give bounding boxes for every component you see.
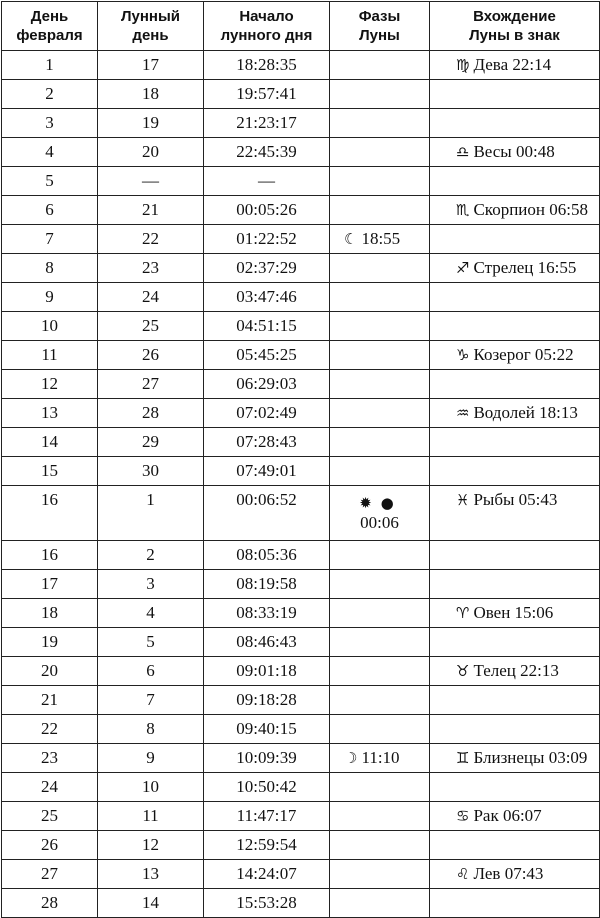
lunar-calendar-table <box>1 1 600 918</box>
start-time-cell: 14:24:07 <box>204 860 330 889</box>
day-cell: 16 <box>2 541 98 570</box>
table-row <box>2 370 600 399</box>
zodiac-sign-icon: ♏ <box>456 201 470 219</box>
lunar-day-cell: 3 <box>98 570 204 599</box>
moon-sign-cell <box>430 628 600 657</box>
moon-phase-cell <box>330 860 430 889</box>
moon-sign-cell <box>430 715 600 744</box>
table-row <box>2 341 600 370</box>
moon-phase-cell <box>330 715 430 744</box>
lunar-day-cell: 30 <box>98 457 204 486</box>
zodiac-sign-icon: ♑ <box>456 346 470 364</box>
table-row <box>2 312 600 341</box>
moon-sign-cell <box>430 541 600 570</box>
start-time-cell: 05:45:25 <box>204 341 330 370</box>
moon-sign-cell <box>430 399 600 428</box>
moon-sign-cell <box>430 109 600 138</box>
moon-sign-cell <box>430 802 600 831</box>
day-cell: 7 <box>2 225 98 254</box>
lunar-day-cell: 17 <box>98 51 204 80</box>
zodiac-sign-label: Козерог 05:22 <box>473 345 574 364</box>
lunar-day-cell: 8 <box>98 715 204 744</box>
start-time-cell: 08:33:19 <box>204 599 330 628</box>
table-row <box>2 802 600 831</box>
day-cell: 28 <box>2 889 98 918</box>
moon-sign-cell <box>430 428 600 457</box>
moon-phase-cell <box>330 167 430 196</box>
moon-sign-cell <box>430 486 600 541</box>
moon-phase-cell <box>330 802 430 831</box>
moon-sign-cell <box>430 831 600 860</box>
day-cell: 3 <box>2 109 98 138</box>
zodiac-sign-label: Рыбы 05:43 <box>473 490 558 509</box>
zodiac-sign-label: Рак 06:07 <box>473 806 542 825</box>
table-row <box>2 457 600 486</box>
lunar-day-cell: 4 <box>98 599 204 628</box>
moon-sign-cell <box>430 599 600 628</box>
table-row <box>2 428 600 457</box>
start-time-cell: 00:06:52 <box>204 486 330 541</box>
zodiac-sign-icon: ♍ <box>456 56 470 74</box>
lunar-day-cell: 1 <box>98 486 204 541</box>
moon-phase-cell <box>330 109 430 138</box>
day-cell: 20 <box>2 657 98 686</box>
day-cell: 21 <box>2 686 98 715</box>
lunar-day-cell: 28 <box>98 399 204 428</box>
start-time-cell: 18:28:35 <box>204 51 330 80</box>
table-row <box>2 399 600 428</box>
start-time-cell: 12:59:54 <box>204 831 330 860</box>
moon-phase-cell <box>330 773 430 802</box>
moon-phase-cell <box>330 599 430 628</box>
day-cell: 12 <box>2 370 98 399</box>
lunar-day-cell: 19 <box>98 109 204 138</box>
moon-phase-cell <box>330 889 430 918</box>
zodiac-sign-label: Овен 15:06 <box>473 603 554 622</box>
moon-sign-cell <box>430 80 600 109</box>
table-row <box>2 628 600 657</box>
table-body <box>2 51 600 918</box>
zodiac-sign-label: Лев 07:43 <box>473 864 544 883</box>
start-time-cell: 00:05:26 <box>204 196 330 225</box>
header-moon-phase: Фазы Луны <box>330 2 430 51</box>
start-time-cell: 10:50:42 <box>204 773 330 802</box>
moon-sign-cell <box>430 773 600 802</box>
table-row <box>2 541 600 570</box>
zodiac-sign-icon: ♐ <box>456 259 470 277</box>
zodiac-sign-label: Водолей 18:13 <box>473 403 578 422</box>
moon-phase-cell <box>330 744 430 773</box>
day-cell: 2 <box>2 80 98 109</box>
moon-phase-cell <box>330 51 430 80</box>
lunar-day-cell: 6 <box>98 657 204 686</box>
day-cell: 9 <box>2 283 98 312</box>
moon-sign-cell <box>430 889 600 918</box>
start-time-cell: 08:46:43 <box>204 628 330 657</box>
table-row <box>2 196 600 225</box>
table-row <box>2 686 600 715</box>
moon-sign-cell <box>430 657 600 686</box>
day-cell: 6 <box>2 196 98 225</box>
lunar-day-cell: 27 <box>98 370 204 399</box>
moon-phase-icon: ☽ <box>344 749 358 767</box>
moon-sign-cell <box>430 51 600 80</box>
header-lunar-day-start: Начало лунного дня <box>204 2 330 51</box>
day-cell: 11 <box>2 341 98 370</box>
new-moon-eclipse-icon: ✹ ● <box>359 494 396 512</box>
lunar-day-cell: 12 <box>98 831 204 860</box>
moon-phase-cell <box>330 457 430 486</box>
day-cell: 27 <box>2 860 98 889</box>
lunar-day-cell: 24 <box>98 283 204 312</box>
moon-sign-cell <box>430 370 600 399</box>
day-cell: 13 <box>2 399 98 428</box>
moon-phase-cell <box>330 283 430 312</box>
moon-sign-cell <box>430 686 600 715</box>
moon-phase-cell <box>330 541 430 570</box>
table-row <box>2 486 600 541</box>
moon-phase-cell <box>330 225 430 254</box>
zodiac-sign-icon: ♌ <box>456 865 470 883</box>
table-row <box>2 657 600 686</box>
lunar-day-cell: 26 <box>98 341 204 370</box>
zodiac-sign-icon: ♉ <box>456 662 470 680</box>
zodiac-sign-label: Скорпион 06:58 <box>473 200 588 219</box>
table-row <box>2 889 600 918</box>
start-time-cell: 06:29:03 <box>204 370 330 399</box>
zodiac-sign-label: Стрелец 16:55 <box>473 258 577 277</box>
table-row <box>2 570 600 599</box>
lunar-day-cell: 21 <box>98 196 204 225</box>
moon-phase-cell <box>330 831 430 860</box>
day-cell: 10 <box>2 312 98 341</box>
lunar-day-cell: 9 <box>98 744 204 773</box>
table-row <box>2 80 600 109</box>
start-time-cell: 09:40:15 <box>204 715 330 744</box>
table-row <box>2 773 600 802</box>
header-moon-sign: Вхождение Луны в знак <box>430 2 600 51</box>
moon-phase-cell <box>330 138 430 167</box>
zodiac-sign-icon: ♒ <box>456 404 470 422</box>
lunar-day-cell: 18 <box>98 80 204 109</box>
start-time-cell: 07:02:49 <box>204 399 330 428</box>
start-time-cell: 19:57:41 <box>204 80 330 109</box>
start-time-cell: 11:47:17 <box>204 802 330 831</box>
day-cell: 1 <box>2 51 98 80</box>
table-row <box>2 51 600 80</box>
zodiac-sign-icon: ♊ <box>456 749 470 767</box>
table-row <box>2 283 600 312</box>
moon-phase-cell <box>330 312 430 341</box>
lunar-day-cell: 5 <box>98 628 204 657</box>
start-time-cell: 01:22:52 <box>204 225 330 254</box>
day-cell: 16 <box>2 486 98 541</box>
moon-sign-cell <box>430 860 600 889</box>
moon-sign-cell <box>430 457 600 486</box>
zodiac-sign-label: Дева 22:14 <box>473 55 552 74</box>
zodiac-sign-label: Близнецы 03:09 <box>473 748 588 767</box>
moon-phase-time: 11:10 <box>361 748 400 767</box>
moon-phase-cell <box>330 657 430 686</box>
moon-phase-cell <box>330 370 430 399</box>
zodiac-sign-label: Весы 00:48 <box>473 142 555 161</box>
day-cell: 25 <box>2 802 98 831</box>
lunar-day-cell: 2 <box>98 541 204 570</box>
lunar-day-cell: 25 <box>98 312 204 341</box>
day-cell: 17 <box>2 570 98 599</box>
moon-phase-cell <box>330 570 430 599</box>
lunar-day-cell: — <box>98 167 204 196</box>
day-cell: 19 <box>2 628 98 657</box>
start-time-cell: 07:49:01 <box>204 457 330 486</box>
moon-sign-cell <box>430 167 600 196</box>
start-time-cell: 07:28:43 <box>204 428 330 457</box>
start-time-cell: 09:01:18 <box>204 657 330 686</box>
lunar-day-cell: 22 <box>98 225 204 254</box>
table-row <box>2 109 600 138</box>
moon-sign-cell <box>430 225 600 254</box>
day-cell: 18 <box>2 599 98 628</box>
moon-phase-cell <box>330 428 430 457</box>
header-row <box>2 2 600 51</box>
table-row <box>2 138 600 167</box>
start-time-cell: 09:18:28 <box>204 686 330 715</box>
moon-phase-cell <box>330 628 430 657</box>
moon-sign-cell <box>430 138 600 167</box>
moon-phase-cell <box>330 254 430 283</box>
moon-phase-time: 00:06 <box>360 513 399 532</box>
table-row <box>2 599 600 628</box>
zodiac-sign-icon: ♈ <box>456 604 470 622</box>
moon-sign-cell <box>430 570 600 599</box>
zodiac-sign-icon: ♓ <box>456 491 470 509</box>
moon-phase-cell <box>330 80 430 109</box>
table-row <box>2 254 600 283</box>
start-time-cell: 03:47:46 <box>204 283 330 312</box>
zodiac-sign-label: Телец 22:13 <box>473 661 559 680</box>
moon-sign-cell <box>430 341 600 370</box>
moon-phase-cell <box>330 686 430 715</box>
lunar-day-cell: 29 <box>98 428 204 457</box>
table-row <box>2 860 600 889</box>
start-time-cell: 04:51:15 <box>204 312 330 341</box>
lunar-day-cell: 10 <box>98 773 204 802</box>
day-cell: 23 <box>2 744 98 773</box>
lunar-day-cell: 23 <box>98 254 204 283</box>
day-cell: 5 <box>2 167 98 196</box>
table-row <box>2 167 600 196</box>
start-time-cell: 15:53:28 <box>204 889 330 918</box>
moon-sign-cell <box>430 254 600 283</box>
day-cell: 26 <box>2 831 98 860</box>
moon-phase-cell <box>330 399 430 428</box>
day-cell: 22 <box>2 715 98 744</box>
table-row <box>2 744 600 773</box>
day-cell: 14 <box>2 428 98 457</box>
table-row <box>2 225 600 254</box>
lunar-day-cell: 14 <box>98 889 204 918</box>
table-row <box>2 715 600 744</box>
moon-phase-time: 18:55 <box>361 229 401 248</box>
start-time-cell: — <box>204 167 330 196</box>
zodiac-sign-icon: ♋ <box>456 807 470 825</box>
moon-phase-icon: ☾ <box>344 230 358 248</box>
zodiac-sign-icon: ♎ <box>456 143 470 161</box>
start-time-cell: 22:45:39 <box>204 138 330 167</box>
moon-phase-cell <box>330 486 430 541</box>
day-cell: 8 <box>2 254 98 283</box>
lunar-day-cell: 7 <box>98 686 204 715</box>
lunar-day-cell: 13 <box>98 860 204 889</box>
moon-sign-cell <box>430 744 600 773</box>
moon-sign-cell <box>430 196 600 225</box>
lunar-day-cell: 11 <box>98 802 204 831</box>
moon-sign-cell <box>430 312 600 341</box>
start-time-cell: 08:05:36 <box>204 541 330 570</box>
moon-phase-cell <box>330 196 430 225</box>
moon-phase-cell <box>330 341 430 370</box>
day-cell: 15 <box>2 457 98 486</box>
header-lunar-day: Лунный день <box>98 2 204 51</box>
moon-sign-cell <box>430 283 600 312</box>
table-row <box>2 831 600 860</box>
day-cell: 4 <box>2 138 98 167</box>
header-day: День февраля <box>2 2 98 51</box>
start-time-cell: 21:23:17 <box>204 109 330 138</box>
lunar-day-cell: 20 <box>98 138 204 167</box>
day-cell: 24 <box>2 773 98 802</box>
start-time-cell: 02:37:29 <box>204 254 330 283</box>
start-time-cell: 10:09:39 <box>204 744 330 773</box>
start-time-cell: 08:19:58 <box>204 570 330 599</box>
